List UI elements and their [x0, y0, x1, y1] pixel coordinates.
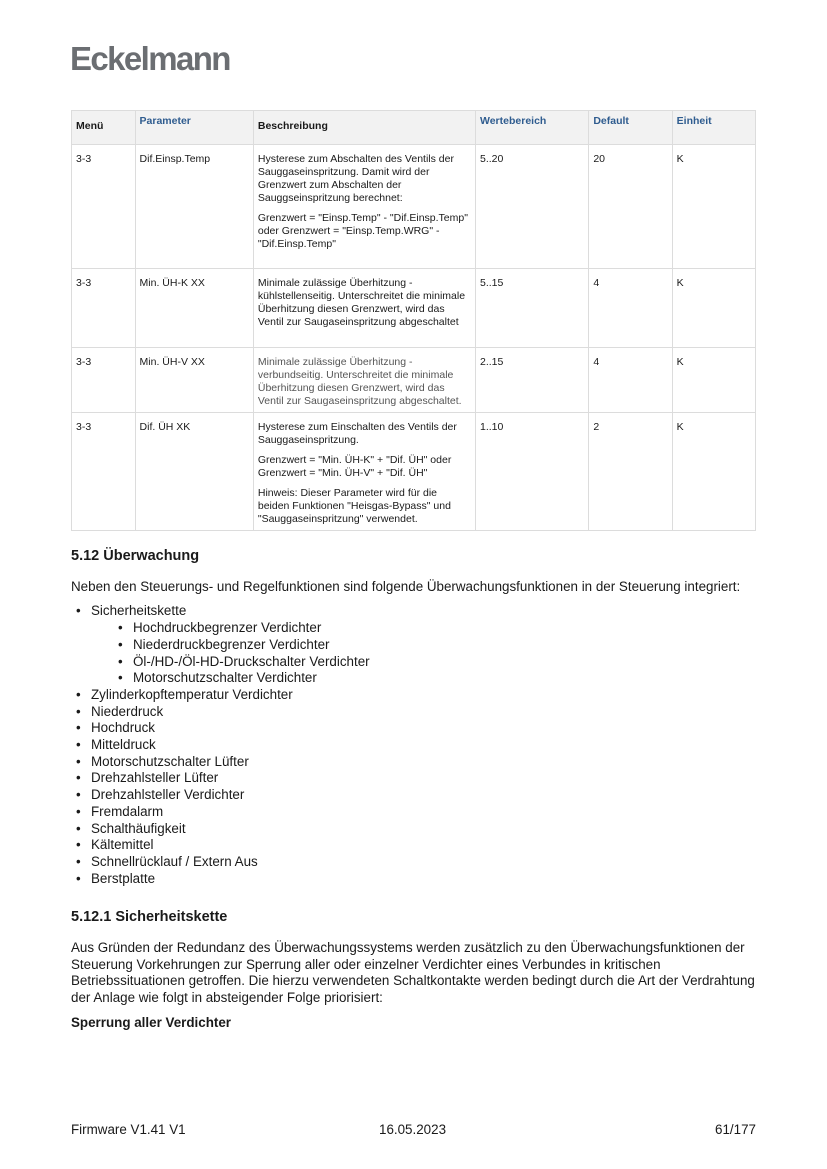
list-item: • Kältemittel: [71, 837, 761, 854]
cell-default: 2: [589, 413, 672, 531]
description-text: Minimale zulässige Überhitzung - kühlstellenseitig. Unterschreitet die minimale Überhitzung diesen Grenzwert, wird das Ventil zur Saugaseinspritzung abgeschaltet: [257, 277, 466, 328]
description-text: Hysterese zum Einschalten des Ventils der Sauggaseinspritzung.: [257, 421, 457, 446]
parameter-table: [71, 110, 756, 531]
description-text: Grenzwert = "Einsp.Temp" - "Dif.Einsp.Temp" oder Grenzwert = "Einsp.Temp.WRG" - "Dif.Einsp.Temp": [257, 212, 468, 250]
cell-unit: K: [672, 348, 755, 413]
cell-range: 1..10: [476, 413, 589, 531]
cell-menu: 3-3: [72, 269, 136, 348]
cell-range: 2..15: [476, 348, 589, 413]
subsection-paragraph: Aus Gründen der Redundanz des Überwachungssystems werden zusätzlich zu den Überwachungsfunktionen der Steuerung Vorkehrungen zur Sperrung aller oder einzelner Verdichter eines Verbundes in kritischen Betriebssituationen getroffen. Die hierzu verwendeten Schaltkontakte werden bedingt durch die Art der Verdrahtung der Anlage wie folgt in absteigender Folge priorisiert:: [71, 940, 755, 1006]
footer-page-number: 61/177: [715, 1122, 756, 1137]
description-text: Minimale zulässige Überhitzung - verbundseitig. Unterschreitet die minimale Überhitzung diesen Grenzwert, wird das Ventil zur Saugaseinspritzung abgeschaltet.: [257, 356, 462, 407]
table-row: [72, 269, 756, 348]
cell-description: [253, 145, 475, 269]
table-row: [72, 413, 756, 531]
cell-default: 4: [589, 269, 672, 348]
header-parameter: Parameter: [135, 111, 253, 145]
cell-default: 20: [589, 145, 672, 269]
cell-unit: K: [672, 413, 755, 531]
list-item: • Hochdruck: [71, 720, 761, 737]
monitoring-list: [71, 603, 761, 620]
list-item: • Motorschutzschalter Lüfter: [71, 754, 761, 771]
cell-menu: 3-3: [72, 413, 136, 531]
monitoring-list-continued: [71, 687, 761, 887]
table-row: [72, 348, 756, 413]
list-item: • Mitteldruck: [71, 737, 761, 754]
cell-description: [253, 348, 475, 413]
header-unit: Einheit: [672, 111, 755, 145]
cell-menu: 3-3: [72, 348, 136, 413]
cell-parameter: Min. ÜH-K XX: [135, 269, 253, 348]
table-header-row: [72, 111, 756, 145]
header-menu: Menü: [72, 111, 136, 145]
list-item: • Schnellrücklauf / Extern Aus: [71, 854, 761, 871]
list-item: • Berstplatte: [71, 871, 761, 888]
header-description: Beschreibung: [253, 111, 475, 145]
section-heading: 5.12 Überwachung: [71, 548, 200, 564]
description-text: Hinweis: Dieser Parameter wird für die beiden Funktionen "Heisgas-Bypass" und "Sauggaseinspritzung" verwendet.: [257, 487, 451, 525]
main-content: [71, 548, 761, 1040]
description-text: Grenzwert = "Min. ÜH-K" + "Dif. ÜH" oder Grenzwert = "Min. ÜH-V" + "Dif. ÜH": [257, 454, 452, 479]
list-item: • Zylinderkopftemperatur Verdichter: [71, 687, 761, 704]
cell-range: 5..15: [476, 269, 589, 348]
cell-unit: K: [672, 269, 755, 348]
header-default: Default: [589, 111, 672, 145]
eckelmann-logo: Eckelmann: [70, 40, 230, 77]
subsection-heading: 5.12.1 Sicherheitskette: [71, 909, 228, 926]
table-row: [72, 145, 756, 269]
list-item: • Fremdalarm: [71, 804, 761, 821]
header-range: Wertebereich: [476, 111, 589, 145]
cell-default: 4: [589, 348, 672, 413]
subsection-bold-line: Sperrung aller Verdichter: [71, 1014, 232, 1030]
list-item: • Drehzahlsteller Verdichter: [71, 787, 761, 804]
cell-range: 5..20: [476, 145, 589, 269]
list-item: • Niederdruck: [71, 704, 761, 721]
list-item: • Niederdruckbegrenzer Verdichter: [71, 637, 761, 654]
list-item: • Öl-/HD-/Öl-HD-Druckschalter Verdichter: [71, 654, 761, 671]
footer-firmware: Firmware V1.41 V1: [71, 1122, 186, 1137]
cell-parameter: Dif. ÜH XK: [135, 413, 253, 531]
list-item: • Sicherheitskette: [71, 603, 761, 620]
monitoring-sublist: [71, 620, 761, 687]
list-item: • Motorschutzschalter Verdichter: [71, 670, 761, 687]
footer-date: 16.05.2023: [379, 1122, 447, 1137]
cell-parameter: Dif.Einsp.Temp: [135, 145, 253, 269]
list-item: • Drehzahlsteller Lüfter: [71, 770, 761, 787]
cell-unit: K: [672, 145, 755, 269]
description-text: Hysterese zum Abschalten des Ventils der Sauggaseinspritzung. Damit wird der Grenzwert zum Abschalten der Sauggseinspritzung berechnet:: [257, 153, 454, 204]
list-item: • Schalthäufigkeit: [71, 821, 761, 838]
list-item: • Hochdruckbegrenzer Verdichter: [71, 620, 761, 637]
cell-description: [253, 269, 475, 348]
cell-menu: 3-3: [72, 145, 136, 269]
cell-description: [253, 413, 475, 531]
cell-parameter: Min. ÜH-V XX: [135, 348, 253, 413]
section-intro: Neben den Steuerungs- und Regelfunktionen sind folgende Überwachungsfunktionen in der Steuerung integriert:: [71, 578, 741, 594]
